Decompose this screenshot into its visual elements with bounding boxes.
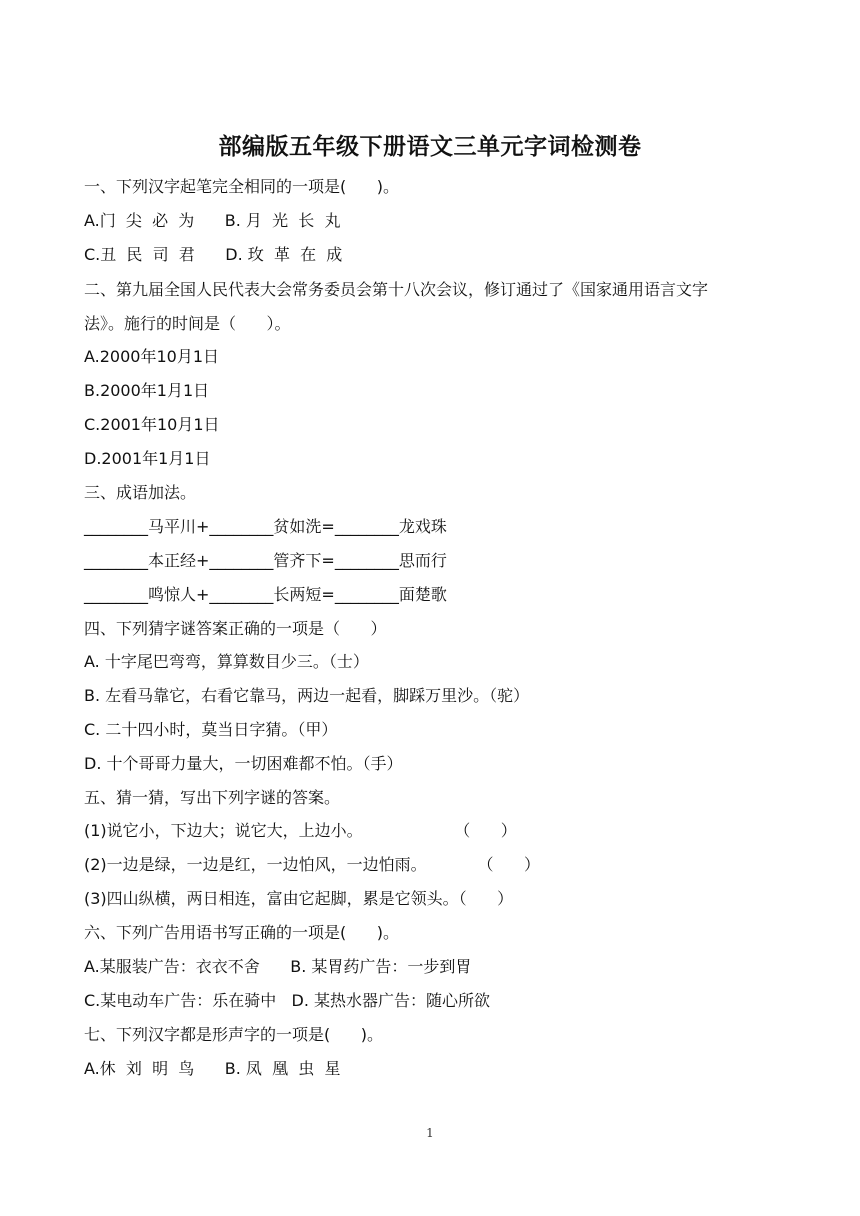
q3-row-3: ________鸣惊人+________长两短=________面楚歌 bbox=[84, 585, 447, 604]
q1-stem: 一、下列汉字起笔完全相同的一项是( )。 bbox=[84, 177, 400, 196]
q2-option-b: B.2000年1月1日 bbox=[84, 381, 210, 400]
q5-item-2: (2)一边是绿，一边是红，一边怕风，一边怕雨。 （ ） bbox=[84, 855, 541, 874]
q3-row-2: ________本正经+________管齐下=________思而行 bbox=[84, 551, 447, 570]
q4-option-a: A. 十字尾巴弯弯，算算数目少三。（士） bbox=[84, 652, 369, 671]
q6-options-cd: C.某电动车广告：乐在骑中 D. 某热水器广告：随心所欲 bbox=[84, 991, 491, 1010]
q4-option-c: C. 二十四小时，莫当日字猜。（甲） bbox=[84, 720, 338, 739]
q6-stem: 六、下列广告用语书写正确的一项是( )。 bbox=[84, 923, 400, 942]
q2-option-c: C.2001年10月1日 bbox=[84, 415, 220, 434]
q1-options-ab: A.门 尖 必 为 B. 月 光 长 丸 bbox=[84, 211, 341, 230]
q2-stem-line1: 二、第九届全国人民代表大会常务委员会第十八次会议，修订通过了《国家通用语言文字 bbox=[84, 280, 709, 299]
q5-stem: 五、猜一猜，写出下列字谜的答案。 bbox=[84, 788, 341, 807]
q5-item-1: (1)说它小，下边大；说它大，上边小。 （ ） bbox=[84, 821, 517, 840]
q3-stem: 三、成语加法。 bbox=[84, 483, 197, 502]
q4-option-d: D. 十个哥哥力量大，一切困难都不怕。（手） bbox=[84, 754, 403, 773]
q6-options-ab: A.某服装广告：衣衣不舍 B. 某胃药广告：一步到胃 bbox=[84, 957, 472, 976]
q4-stem: 四、下列猜字谜答案正确的一项是（ ） bbox=[84, 619, 387, 638]
q1-options-cd: C.丑 民 司 君 D. 玫 革 在 成 bbox=[84, 245, 343, 264]
q5-item-3: (3)四山纵横，两日相连，富由它起脚，累是它领头。（ ） bbox=[84, 889, 514, 908]
q7-stem: 七、下列汉字都是形声字的一项是( )。 bbox=[84, 1025, 384, 1044]
q7-options-ab: A.休 刘 明 鸟 B. 凤 凰 虫 星 bbox=[84, 1059, 341, 1078]
q2-option-d: D.2001年1月1日 bbox=[84, 449, 211, 468]
page-number: 1 bbox=[426, 1126, 434, 1140]
q2-stem-line2: 法》。施行的时间是（ ）。 bbox=[84, 314, 291, 333]
page-title: 部编版五年级下册语文三单元字词检测卷 bbox=[218, 134, 642, 160]
q3-row-1: ________马平川+________贫如洗=________龙戏珠 bbox=[84, 517, 447, 536]
q4-option-b: B. 左看马靠它，右看它靠马，两边一起看，脚踩万里沙。（驼） bbox=[84, 686, 530, 705]
q2-option-a: A.2000年10月1日 bbox=[84, 347, 220, 366]
